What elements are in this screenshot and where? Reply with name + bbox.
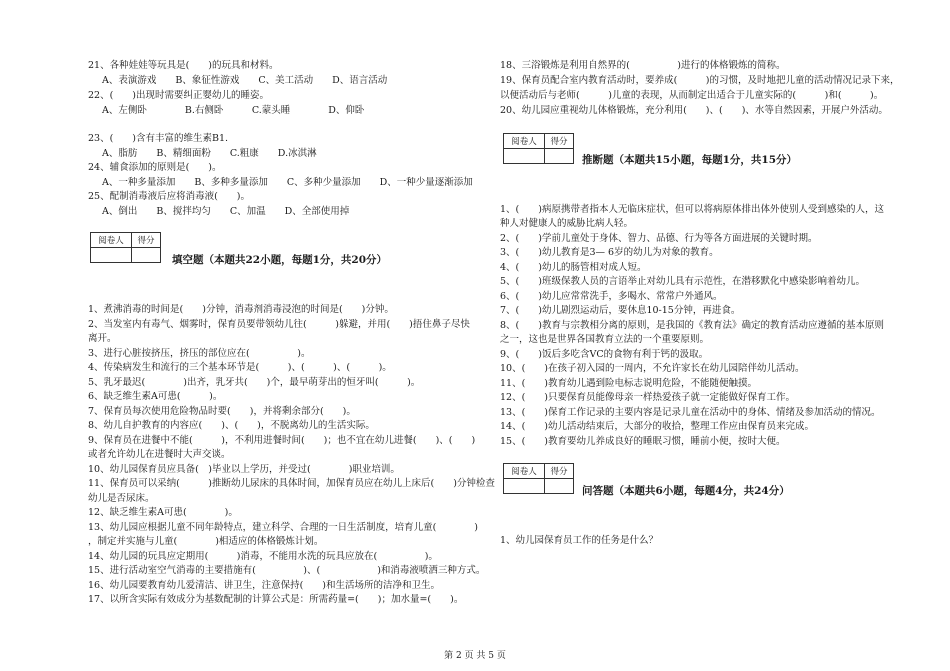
fill-10: 10、幼儿园保育员应具备( )毕业以上学历，并受过( )职业培训。 — [88, 464, 400, 475]
fill-13: 13、幼儿园应根据儿童不同年龄特点，建立科学、合理的一日生活制度，培育儿童( ) — [88, 522, 479, 533]
fill-5: 5、乳牙最迟( )出齐，乳牙共( )个，最早萌芽出的恒牙叫( )。 — [88, 377, 421, 388]
question-23-options: A、脂肪 B、精细面粉 C.粗康 D.冰淇淋 — [102, 148, 317, 159]
question-22: 22、( )出现时需要纠正婴幼儿的睡姿。 — [88, 90, 270, 101]
fill-9: 9、保育员在进餐中不能( )，不利用进餐时间( )；也不宜在幼儿进餐( )、( ) — [88, 435, 476, 446]
judge-15: 15、( )教育要幼儿养成良好的睡眠习惯，睡前小便，按时大便。 — [500, 436, 786, 447]
judge-8-cont: 之一，这也是世界各国教育立法的一个重要原则。 — [500, 334, 710, 345]
fill-8: 8、幼儿自护教育的内容应( )、( )，不脱离幼儿的生活实际。 — [88, 420, 375, 431]
fill-3: 3、进行心脏按挤压，挤压的部位应在( )。 — [88, 348, 311, 359]
grader-cell — [91, 248, 132, 263]
page-footer: 第 2 页 共 5 页 — [444, 651, 506, 661]
fill-17: 17、以所含实际有效成分为基数配制的计算公式是：所需药量=( )；加水量=( )。 — [88, 594, 464, 605]
question-25: 25、配制消毒液后应将消毒液( )。 — [88, 191, 251, 202]
score-header: 得分 — [132, 233, 161, 248]
section-title-qa: 问答题（本题共6小题，每题4分，共24分） — [582, 485, 790, 497]
fill-7: 7、保育员每次使用危险物品时要( )，并将剩余部分( )。 — [88, 406, 356, 417]
question-24-options: A、一种多量添加 B、多种多量添加 C、多种少量添加 D、一种少量逐渐添加 — [102, 177, 473, 188]
score-header: 得分 — [545, 134, 574, 149]
judge-6: 6、( )幼儿应常常洗手，多喝水、常常户外通风。 — [500, 291, 723, 302]
judge-1: 1、( )病原携带者指本人无临床症状，但可以将病原体排出体外使别人受到感染的人，这 — [500, 204, 884, 215]
fill-13-cont: ，制定并实施与儿童( )相适应的体格锻炼计划。 — [88, 536, 324, 547]
score-cell — [545, 479, 574, 494]
score-table — [503, 463, 574, 494]
question-21: 21、各种娃娃等玩具是( )的玩具和材料。 — [88, 60, 279, 71]
grader-cell — [504, 149, 545, 164]
grader-header: 阅卷人 — [504, 134, 545, 149]
fill-1: 1、煮沸消毒的时间是( )分钟，消毒剂消毒浸泡的时间是( )分钟。 — [88, 304, 394, 315]
question-23: 23、( )含有丰富的维生素B1. — [88, 133, 229, 144]
fill-11-cont: 幼儿是否尿床。 — [88, 493, 155, 504]
question-24: 24、辅食添加的原则是( )。 — [88, 162, 222, 173]
fill-2-cont: 离开。 — [88, 333, 117, 344]
score-header: 得分 — [545, 464, 574, 479]
section-title-fill: 填空题（本题共22小题，每题1分，共20分） — [172, 254, 388, 266]
judge-8: 8、( )教育与宗教相分离的原则，是我国的《教育法》确定的教育活动应遵循的基本原则 — [500, 320, 884, 331]
question-21-options: A、表演游戏 B、象征性游戏 C、美工活动 D、语言活动 — [102, 75, 388, 86]
judge-9: 9、( )饭后多吃含VC的食物有利于钙的汲取。 — [500, 349, 709, 360]
judge-1-cont: 种人对健康人的威胁比病人轻。 — [500, 218, 634, 229]
judge-5: 5、( )班级保教人员的言语举止对幼儿具有示范性，在潜移默化中感染影响着幼儿。 — [500, 276, 865, 287]
fill-2: 2、当发室内有毒气、烟雾时，保育员要带领幼儿往( )躲避，并用( )捂住鼻子尽快 — [88, 319, 470, 330]
fill-19-cont: 以便活动后与老师( )儿童的表现，从而制定出适合于儿童实际的( )和( )。 — [500, 90, 884, 101]
judge-10: 10、( )在孩子初入园的一周内，不允许家长在幼儿园陪伴幼儿活动。 — [500, 363, 805, 374]
judge-14: 14、( )幼儿活动结束后，大部分的收拾，整理工作应由保育员来完成。 — [500, 421, 815, 432]
grader-header: 阅卷人 — [91, 233, 132, 248]
section-title-judge: 推断题（本题共15小题，每题1分，共15分） — [582, 154, 798, 166]
fill-14: 14、幼儿园的玩具应定期用( )消毒，不能用水洗的玩具应放在( )。 — [88, 551, 438, 562]
fill-16: 16、幼儿园要教育幼儿爱清洁、讲卫生，注意保持( )和生活场所的洁净和卫生。 — [88, 580, 441, 591]
score-table — [503, 133, 574, 164]
grader-header: 阅卷人 — [504, 464, 545, 479]
fill-6: 6、缺乏维生素A可患( )。 — [88, 391, 223, 402]
fill-9-cont: 或者允许幼儿在进餐时大声交谈。 — [88, 449, 231, 460]
fill-19: 19、保育员配合室内教育活动时，要养成( )的习惯，及时地把儿童的活动情况记录下来， — [500, 75, 900, 86]
score-cell — [545, 149, 574, 164]
judge-11: 11、( )教育幼儿遇到险电标志说明危险，不能随便触摸。 — [500, 378, 758, 389]
fill-20: 20、幼儿园应重视幼儿体格锻炼，充分利用( )、( )、水等自然因素，开展户外活动。 — [500, 105, 888, 116]
judge-4: 4、( )幼儿的肠管相对成人短。 — [500, 262, 647, 273]
judge-12: 12、( )只要保育员能像母亲一样热爱孩子就一定能做好保育工作。 — [500, 392, 796, 403]
judge-3: 3、( )幼儿教育是3— 6岁的幼儿为对象的教育。 — [500, 247, 719, 258]
question-25-options: A、倒出 B、搅拌均匀 C、加温 D、全部使用掉 — [102, 206, 350, 217]
judge-2: 2、( )学前儿童处于身体、智力、品德、行为等各方面进展的关键时期。 — [500, 233, 818, 244]
fill-12: 12、缺乏维生素A可患( )。 — [88, 507, 238, 518]
grader-cell — [504, 479, 545, 494]
question-22-options: A、左侧卧 B.右侧卧 C.蒙头睡 D、仰卧 — [102, 105, 365, 116]
score-cell — [132, 248, 161, 263]
fill-15: 15、进行活动室空气消毒的主要措施有( )、( )和消毒液喷洒三种方式。 — [88, 565, 486, 576]
fill-18: 18、三浴锻炼是利用自然界的( )进行的体格锻炼的简称。 — [500, 60, 786, 71]
judge-7: 7、( )幼儿剧烈运动后，要休息10-15分钟，再进食。 — [500, 305, 741, 316]
qa-1: 1、幼儿园保育员工作的任务是什么？ — [500, 535, 659, 546]
fill-11: 11、保育员可以采纳( )推断幼儿尿床的具体时间，加保育员应在幼儿上床后( )分钟检查 — [88, 478, 495, 489]
judge-13: 13、( )保育工作记录的主要内容是记录儿童在活动中的身体、情绪及参加活动的情况。 — [500, 407, 881, 418]
fill-4: 4、传染病发生和流行的三个基本环节是( )、( )、( )。 — [88, 362, 392, 373]
score-table — [90, 232, 161, 263]
